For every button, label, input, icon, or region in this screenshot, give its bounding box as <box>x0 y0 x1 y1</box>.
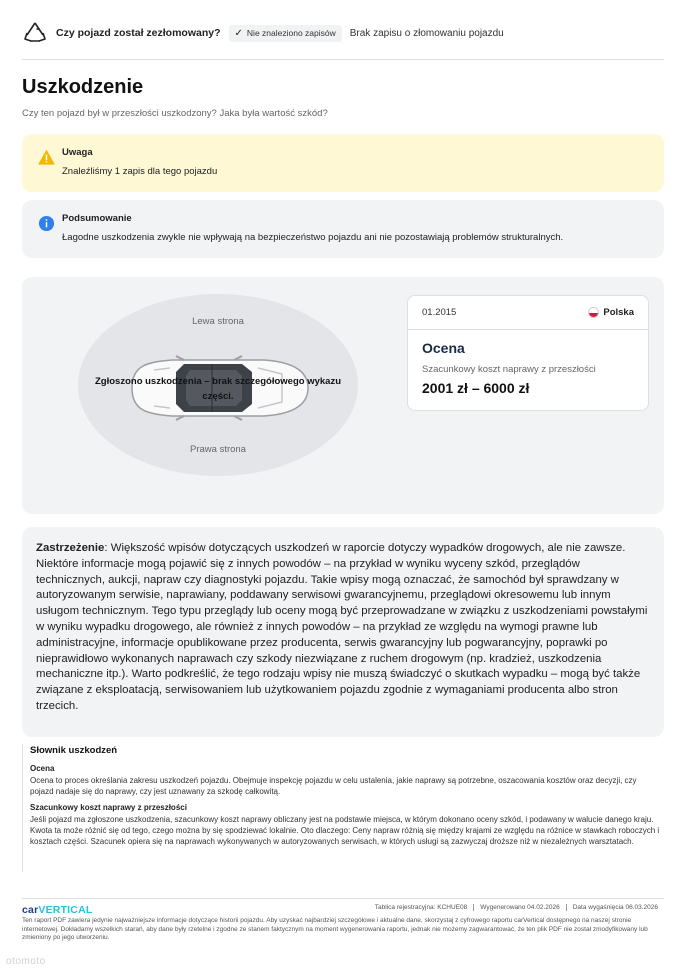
right-side-label: Prawa strona <box>190 444 246 455</box>
left-side-label: Lewa strona <box>192 316 244 327</box>
damage-record-panel <box>22 277 664 514</box>
damage-record-card <box>407 295 649 411</box>
glossary-border <box>22 744 23 872</box>
glossary-item <box>30 764 662 797</box>
glossary-item <box>30 803 662 847</box>
watermark: otomoto <box>6 956 46 967</box>
footer-note: Ten raport PDF zawiera jedynie najważniejsze informacje dotyczące historii pojazdu. Aby uzyskać najbardziej szczegółowe i aktualne dane, skorzystaj z cyfrowego raportu carVertical dostępnego na naszej stronie internetowej. Dokładamy wszelkich starań, aby dane były rzetelne i zgodne ze stanem faktycznym na moment wygenerowania raportu, jednak nie możemy zagwarantować, że ten plik PDF nie został zmodyfikowany lub zmieniony po jego utworzeniu. <box>22 917 648 941</box>
summary-title: Podsumowanie <box>62 213 132 224</box>
scrap-badge-label: Nie znaleziono zapisów <box>246 28 336 38</box>
generated-date: Wygenerowano 04.02.2026 <box>473 904 565 911</box>
plate-number: Tablica rejestracyjna: KCHUE08 <box>374 904 468 911</box>
glossary-title: Słownik uszkodzeń <box>30 745 118 756</box>
glossary-term: Ocena <box>30 764 55 773</box>
disclaimer-text: : Większość wpisów dotyczących uszkodzeń w raporcie dotyczy wypadków drogowych, ale nie zawsze. Niektóre informacje mogą pojawić się z innych powodów – na przykład w wyniku wyceny szkód, przeglądów technicznych, aukcji, napraw czy diagnostyki pojazdu. Takie wpisy mogą oznaczać, że samochód był sprawdzany w autoryzowanym serwisie, naprawiany, poddawany serwisowi gwarancyjnemu, przeglądowi okresowemu lub innym usługom technicznym. Tego typu przeglądy lub oceny mogą być przeprowadzane w związku z uszkodzeniami powstałymi w wyniku wypadku drogowego, ale również z innych powodów – na przykład ze względu na wymogi prawne lub administracyjne, informacje opublikowane przez producenta, serwis gwarancyjny lub pogwarancyjny, poprawki po nieprawidłowo wykonanych naprawach czy szkody niezwiązane z ruchem drogowym (np. kradzież, uszkodzenia mechaniczne itp.). Warto podkreślić, że tego rodzaju wpisy nie muszą świadczyć o skutkach wypadku – mogą być także związane z eksploatacją, serwisowaniem lub użytkowaniem pojazdu zgodnie z wymaganiami producenta albo stron trzecich. <box>36 542 648 712</box>
repair-cost-value: 2001 zł – 6000 zł <box>422 380 530 396</box>
glossary-definition: Jeśli pojazd ma zgłoszone uszkodzenia, szacunkowy koszt naprawy obliczany jest na podstawie miejsca, w którym dokonano oceny szkód, i podawany w walucie danego kraju. Kwota ta może różnić się od tego, czego można by się spodziewać lokalnie. Oto dlaczego: Ceny napraw różnią się między krajami ze względu na różnice w stawkach roboczych i kosztach części. Szacunek opiera się na naprawach wykonywanych w autoryzowanych serwisach, w których usługi są zazwyczaj droższe niż w niezależnych warsztatach. <box>30 815 660 846</box>
carvertical-logo <box>22 904 92 916</box>
record-country <box>588 307 634 318</box>
disclaimer-box <box>22 527 664 737</box>
warning-title: Uwaga <box>62 147 93 158</box>
warning-text: Znaleźliśmy 1 zapis dla tego pojazdu <box>62 166 218 177</box>
info-circle-icon <box>38 215 55 232</box>
record-header <box>408 296 648 330</box>
footer-divider <box>22 898 664 899</box>
repair-cost-label: Szacunkowy koszt naprawy z przeszłości <box>422 364 596 375</box>
logo-part-b: VERTICAL <box>38 904 93 916</box>
scrap-status-row <box>22 18 662 48</box>
record-country-label: Polska <box>603 307 634 318</box>
damage-title: Uszkodzenie <box>22 76 144 98</box>
scrap-result: Brak zapisu o złomowaniu pojazdu <box>349 27 504 39</box>
glossary-definition: Ocena to proces określania zakresu uszkodzeń pojazdu. Obejmuje inspekcję pojazdu w celu ustalenia, jakie naprawy są potrzebne, oszacowania kosztów oraz decyzji, czy pojazd nadaje się do naprawy, czy jest uznawany za szkodę całkowitą. <box>30 776 637 796</box>
expiry-date: Data wygaśnięcia 06.03.2026 <box>566 904 664 911</box>
damage-glossary <box>26 744 662 872</box>
warning-triangle-icon <box>38 149 55 166</box>
damage-diagram-note: Zgłoszono uszkodzenia – brak szczegółowego wykazu części. <box>95 376 341 402</box>
scrap-badge <box>229 25 342 42</box>
check-icon: ✓ <box>234 27 243 39</box>
summary-text: Łagodne uszkodzenia zwykle nie wpływają na bezpieczeństwo pojazdu ani nie pozostawiają problemów strukturalnych. <box>62 232 564 243</box>
car-diagram <box>78 294 358 476</box>
glossary-term: Szacunkowy koszt naprawy z przeszłości <box>30 803 187 812</box>
recycle-icon <box>22 20 48 46</box>
poland-flag-icon <box>588 307 599 318</box>
report-meta <box>369 904 664 911</box>
logo-part-a: car <box>22 904 39 916</box>
warning-alert <box>22 134 664 192</box>
section-divider <box>22 59 664 60</box>
damage-subtitle: Czy ten pojazd był w przeszłości uszkodzony? Jaka była wartość szkód? <box>22 108 328 119</box>
summary-alert <box>22 200 664 258</box>
scrap-question: Czy pojazd został zezłomowany? <box>56 27 221 39</box>
disclaimer-label: Zastrzeżenie <box>36 542 105 554</box>
record-date: 01.2015 <box>422 307 457 318</box>
record-type: Ocena <box>422 340 465 356</box>
